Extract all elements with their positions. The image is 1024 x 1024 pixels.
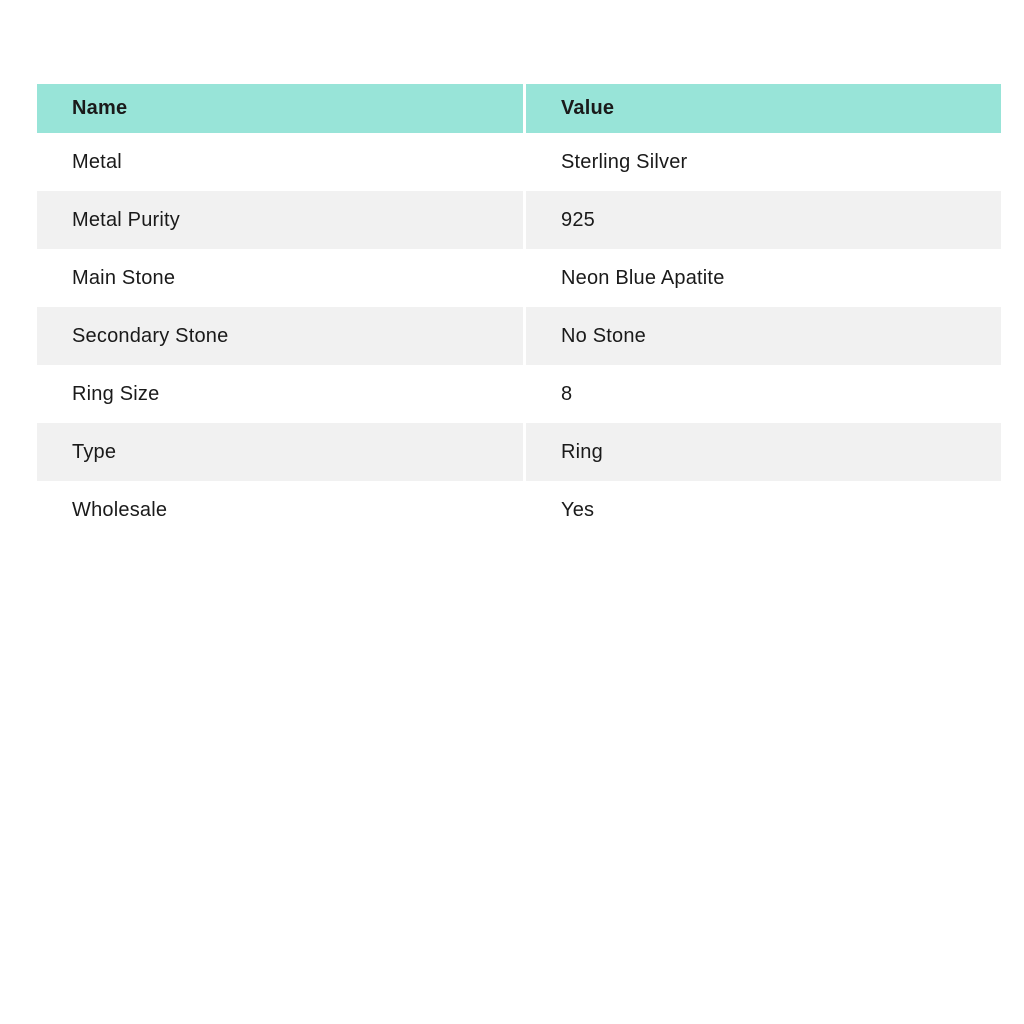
row-label-metal: Metal: [72, 150, 122, 173]
row-value-metal: Sterling Silver: [561, 150, 688, 173]
product-spec-table: [37, 84, 1001, 539]
table-row: [37, 249, 1001, 307]
row-value-metal-purity: 925: [526, 191, 1001, 249]
row-value-type: Ring: [526, 423, 1001, 481]
table-row: [37, 365, 1001, 423]
column-header-name: Name: [37, 84, 523, 133]
row-label-metal-purity: Metal Purity: [37, 191, 523, 249]
row-value-ring-size: 8: [561, 382, 573, 405]
table-row: [37, 423, 1001, 481]
row-label-type: Type: [37, 423, 523, 481]
row-label-ring-size: Ring Size: [72, 382, 160, 405]
table-row: [37, 481, 1001, 539]
row-label-secondary-stone: Secondary Stone: [37, 307, 523, 365]
column-header-value: Value: [526, 84, 1001, 133]
table-header-row: [37, 84, 1001, 133]
row-label-main-stone: Main Stone: [72, 266, 176, 289]
row-value-secondary-stone: No Stone: [526, 307, 1001, 365]
table-row: [37, 191, 1001, 249]
row-value-main-stone: Neon Blue Apatite: [561, 266, 725, 289]
table-row: [37, 133, 1001, 191]
table-row: [37, 307, 1001, 365]
row-value-wholesale: Yes: [561, 498, 595, 521]
row-label-wholesale: Wholesale: [72, 498, 168, 521]
